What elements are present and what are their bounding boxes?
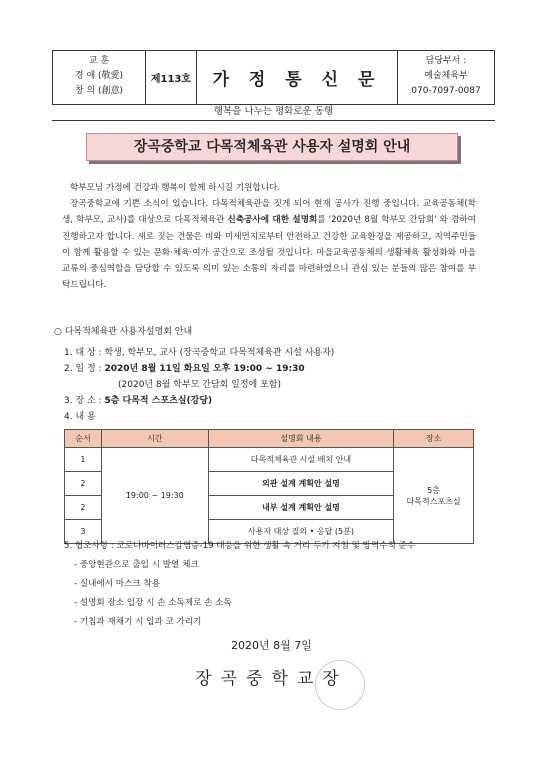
item-content: 4. 내 용 — [64, 412, 96, 422]
item-place-label: 3. 장 소 : — [64, 396, 105, 406]
list-item: - 중앙현관으로 출입 시 발열 체크 — [74, 560, 199, 570]
col-header-order: 순서 — [65, 430, 102, 448]
contact-info — [398, 51, 494, 104]
school-motto — [53, 51, 146, 104]
announcement-banner: 장곡중학교 다목적체육관 사용자 설명회 안내 — [86, 133, 458, 161]
row-place — [394, 448, 474, 544]
info-items — [64, 345, 334, 425]
contact-dept-label: 담당부서 : — [425, 56, 467, 66]
item-place-value: 5층 다목적 스포츠실(강당) — [104, 396, 213, 406]
newsletter-subtitle: 행복을 나누는 평화로운 동행 — [52, 103, 495, 121]
place-floor: 5층 — [427, 485, 440, 495]
motto-line-1: 경 애 (敬愛) — [74, 71, 124, 81]
row-content: 외관 설계 계획안 설명 — [208, 472, 394, 496]
table-row — [65, 448, 474, 472]
list-item: - 기침과 재채기 시 입과 코 가리기 — [74, 617, 202, 627]
item-schedule-value: 2020년 8월 11일 화요일 오후 19:00 ~ 19:30 — [104, 364, 305, 374]
intro-body-part1: 장곡중학교에 기쁜 소식이 있습니다. 다목적체육관을 짓게 되어 현재 공사가 진행 중입니다. 교육공동체(학생, 학부모, 교사)를 대상으로 다목적체육관 — [62, 199, 476, 226]
list-item: - 설명회 장소 입장 시 손 소독제로 손 소독 — [74, 598, 232, 608]
place-room: 다목적스포츠실 — [406, 496, 461, 506]
list-item: - 실내에서 마스크 착용 — [74, 579, 161, 589]
intro-body-highlight: 신축공사에 대한 설명회 — [227, 215, 318, 226]
col-header-time: 시간 — [101, 430, 208, 448]
row-order: 2 — [65, 496, 102, 520]
intro-body — [62, 196, 476, 293]
newsletter-header — [52, 50, 495, 105]
item-target: 1. 대 상 : 학생, 학부모, 교사 (장곡중학교 다목적체육관 시설 사용자) — [64, 348, 335, 358]
row-order: 1 — [65, 448, 102, 472]
item-schedule-note: (2020년 8월 학부모 간담회 일정에 포함) — [118, 380, 281, 390]
item-place — [64, 393, 334, 409]
table-header-row — [65, 430, 474, 448]
contact-phone: 070-7097-0087 — [411, 86, 481, 96]
principal-signature: 장곡중학교장 — [195, 669, 348, 689]
cooperation-notes — [64, 537, 415, 632]
col-header-content: 설명회 내용 — [208, 430, 394, 448]
col-header-place: 장소 — [394, 430, 474, 448]
intro-text — [62, 180, 476, 293]
newsletter-title: 가 정 통 신 문 — [197, 51, 398, 104]
intro-greeting: 학부모님 가정에 건강과 행복이 함께 하시길 기원합니다. — [70, 183, 281, 193]
item-schedule-label: 2. 일 정 : — [64, 364, 105, 374]
row-content: 다목적체육관 시설 배치 안내 — [208, 448, 394, 472]
row-time: 19:00 ~ 19:30 — [101, 448, 208, 544]
section-title: ○ 다목적체육관 사용자설명회 안내 — [54, 327, 193, 337]
row-content: 사용자 대상 질의 • 응답 (5분) — [208, 520, 394, 544]
contact-dept: 예술체육부 — [424, 71, 468, 81]
intro-body-part2: 를 '2020년 8월 학부모 간담회' 와 겸하여 진행하고자 합니다. 새로 짓는 건물은 비와 미세먼지로부터 안전하고 건강한 교육환경을 제공하고, 지역주민들이 함께 활용할 수 있는 문화·체육·여가 공간으로 조성될 것입니다. 마을교육공동체의 생활체육 활성화와 마을 교류의 중심역할을 담당할 수 있도록 의미 있는 소통의 자리를 마련하였으니 관심 있는 분들의 많은 참여를 부탁드립니다. — [62, 215, 477, 291]
item-schedule — [64, 361, 334, 377]
schedule-table — [64, 429, 474, 544]
cooperation-title: 5. 협조사항 : 코로나바이러스감염증-19 대응을 위한 생활 속 거리 두기 지침 및 방역수칙 준수 — [64, 541, 416, 551]
issue-date: 2020년 8월 7일 — [231, 639, 312, 652]
row-content: 내부 설계 계획안 설명 — [208, 496, 394, 520]
issue-number: 제113호 — [146, 51, 197, 104]
row-order: 3 — [65, 520, 102, 544]
motto-label: 교 훈 — [88, 56, 110, 66]
row-order: 2 — [65, 472, 102, 496]
motto-line-2: 창 의 (創意) — [74, 86, 124, 96]
